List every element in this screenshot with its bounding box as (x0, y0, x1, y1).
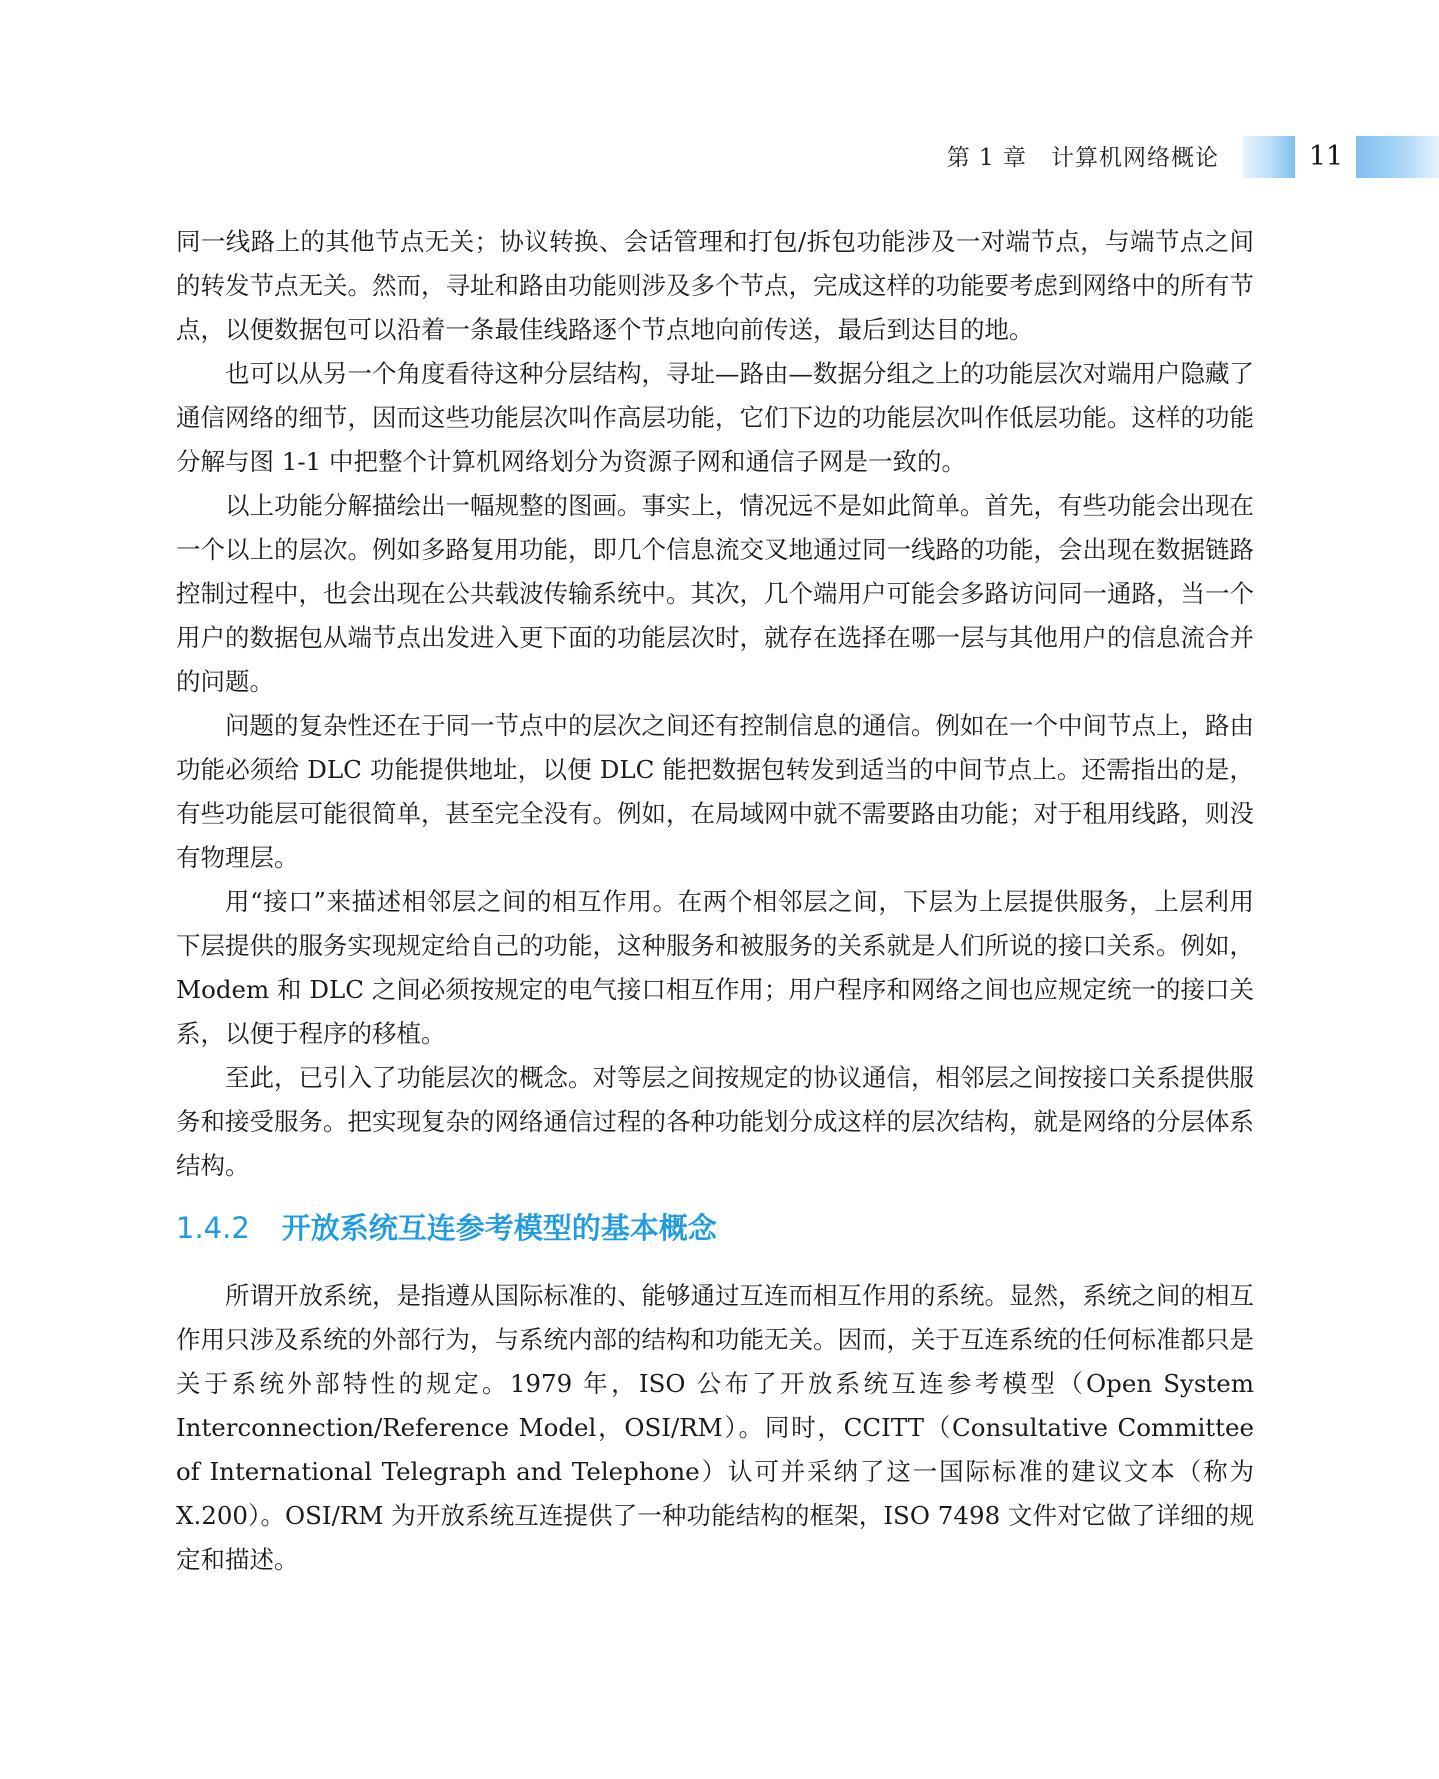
paragraph: 以上功能分解描绘出一幅规整的图画。事实上，情况远不是如此简单。首先，有些功能会出现在一个以上的层次。例如多路复用功能，即几个信息流交叉地通过同一线路的功能，会出现在数据链路控制过程中，也会出现在公共载波传输系统中。其次，几个端用户可能会多路访问同一通路，当一个用户的数据包从端节点出发进入更下面的功能层次时，就存在选择在哪一层与其他用户的信息流合并的问题。 (176, 491, 1254, 696)
paragraph: 问题的复杂性还在于同一节点中的层次之间还有控制信息的通信。例如在一个中间节点上，路由功能必须给 DLC 功能提供地址，以便 DLC 能把数据包转发到适当的中间节点上。还需指出的是，有些功能层可能很简单，甚至完全没有。例如，在局域网中就不需要路由功能；对于租用线路，则没有物理层。 (176, 711, 1254, 872)
header-accent-bar-right (1356, 136, 1439, 178)
page-body (176, 220, 1254, 1582)
section-number: 1.4.2 (176, 1211, 250, 1245)
running-header (0, 136, 1439, 180)
chapter-label: 第 1 章 计算机网络概论 (946, 145, 1219, 171)
paragraph: 所谓开放系统，是指遵从国际标准的、能够通过互连而相互作用的系统。显然，系统之间的相互作用只涉及系统的外部行为，与系统内部的结构和功能无关。因而，关于互连系统的任何标准都只是关于系统外部特性的规定。1979 年，ISO 公布了开放系统互连参考模型（Open System Interconnection/Reference Model，OSI/RM）。同时，CCITT（Consultative Committee of International Telegraph and Telephone）认可并采纳了这一国际标准的建议文本（称为 X.200）。OSI/RM 为开放系统互连提供了一种功能结构的框架，ISO 7498 文件对它做了详细的规定和描述。 (176, 1281, 1254, 1574)
header-accent-bar-left (1243, 136, 1295, 178)
paragraph: 也可以从另一个角度看待这种分层结构，寻址—路由—数据分组之上的功能层次对端用户隐藏了通信网络的细节，因而这些功能层次叫作高层功能，它们下边的功能层次叫作低层功能。这样的功能分解与图 1-1 中把整个计算机网络划分为资源子网和通信子网是一致的。 (176, 359, 1254, 476)
paragraph-continued: 同一线路上的其他节点无关；协议转换、会话管理和打包/拆包功能涉及一对端节点，与端节点之间的转发节点无关。然而，寻址和路由功能则涉及多个节点，完成这样的功能要考虑到网络中的所有节点，以便数据包可以沿着一条最佳线路逐个节点地向前传送，最后到达目的地。 (176, 227, 1254, 344)
section-title: 开放系统互连参考模型的基本概念 (281, 1211, 717, 1245)
page-number: 11 (1308, 141, 1344, 172)
section-heading (176, 1204, 1254, 1252)
paragraph: 至此，已引入了功能层次的概念。对等层之间按规定的协议通信，相邻层之间按接口关系提供服务和接受服务。把实现复杂的网络通信过程的各种功能划分成这样的层次结构，就是网络的分层体系结构。 (176, 1063, 1254, 1180)
paragraph: 用“接口”来描述相邻层之间的相互作用。在两个相邻层之间，下层为上层提供服务，上层利用下层提供的服务实现规定给自己的功能，这种服务和被服务的关系就是人们所说的接口关系。例如，Modem 和 DLC 之间必须按规定的电气接口相互作用；用户程序和网络之间也应规定统一的接口关系，以便于程序的移植。 (176, 887, 1254, 1048)
